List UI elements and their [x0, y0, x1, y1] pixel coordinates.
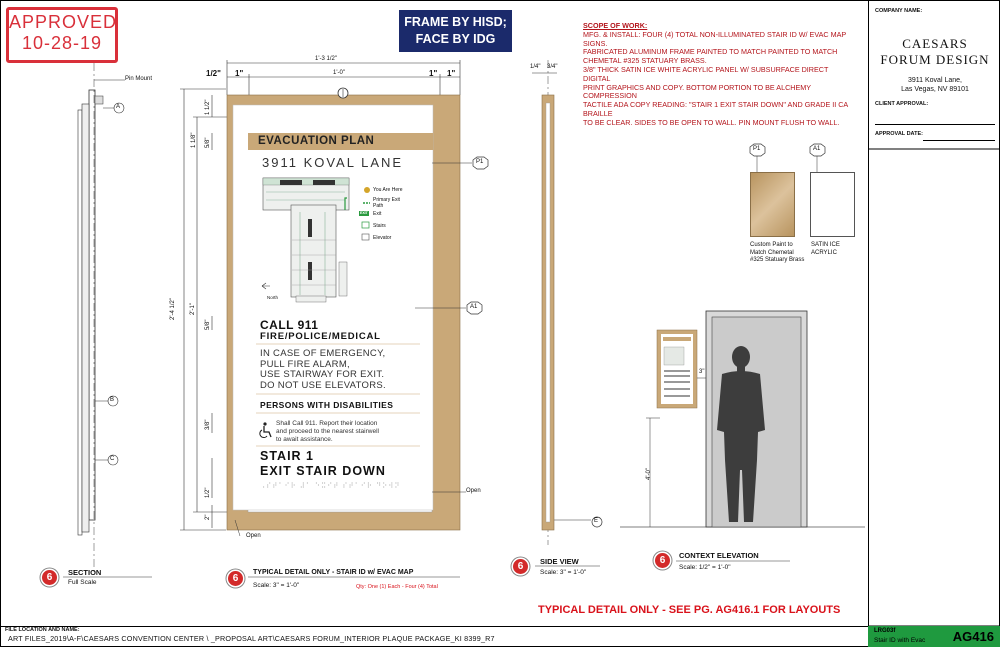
- swatch-p1: [750, 172, 795, 237]
- emergency-line: PULL FIRE ALARM,: [260, 358, 350, 370]
- dim-one-right: 1": [429, 69, 438, 78]
- dim-3-8: 3/8": [205, 419, 211, 430]
- typical-view-title: TYPICAL DETAIL ONLY - STAIR ID w/ EVAC MAP: [253, 569, 414, 576]
- scope-line: TACTILE ADA COPY READING: "STAIR 1 EXIT STAIR DOWN" AND GRADE II CA BRAILLE: [583, 100, 848, 118]
- side-view: [532, 60, 557, 545]
- sign-call-911: CALL 911: [260, 318, 319, 332]
- company-label: COMPANY NAME:: [875, 8, 923, 14]
- disab-line: to await assistance.: [276, 436, 333, 443]
- company-line1: CAESARS: [902, 36, 968, 51]
- frame-note-line2: FACE BY IDG: [415, 32, 496, 46]
- swatch-a1-caption: [811, 242, 840, 257]
- dim-1-1-2: 1 1/2": [205, 99, 211, 115]
- dim-ctx-3: 3": [699, 369, 705, 375]
- sheet-number: AG416: [952, 629, 994, 644]
- callout-b: B: [110, 397, 115, 403]
- context-view-badge: 6: [655, 553, 670, 568]
- scope-line: 3/8" THICK SATIN ICE WHITE ACRYLIC PANEL W/ SUBSURFACE DIRECT DIGITAL: [583, 64, 829, 83]
- disab-line: Shall Call 911. Report their location: [276, 420, 378, 427]
- emergency-line: DO NOT USE ELEVATORS.: [260, 379, 386, 391]
- legend-stairs: Stairs: [373, 223, 386, 229]
- a1-caption-line: SATIN ICE: [811, 242, 840, 248]
- callout-a1: A1: [470, 304, 478, 310]
- typical-view-badge: 6: [228, 571, 243, 586]
- callout-p1: P1: [476, 159, 484, 165]
- context-view-scale: Scale: 1/2" = 1'-0": [679, 564, 731, 571]
- stamp-line1: APPROVED: [9, 12, 118, 32]
- scope-line: TO BE CLEAR. SIDES TO BE OPEN TO WALL. PIN MOUNT FLUSH TO WALL.: [583, 117, 840, 127]
- sign-address: 3911 KOVAL LANE: [262, 155, 404, 170]
- context-view-title: CONTEXT ELEVATION: [679, 551, 759, 560]
- sign-disabilities: PERSONS WITH DISABILITIES: [260, 400, 394, 410]
- address-line2: Las Vegas, NV 89101: [901, 86, 969, 93]
- dim-5-8a: 5/8": [205, 137, 211, 148]
- dim-side-1-4: 1/4": [530, 64, 541, 70]
- company-line2: FORUM DESIGN: [880, 52, 990, 67]
- legend-primary-exit: Primary Exit Path: [373, 197, 400, 209]
- address-line1: 3911 Koval Lane,: [908, 77, 962, 84]
- dim-1-2: 1/2": [205, 487, 211, 498]
- side-view-badge: 6: [513, 559, 528, 574]
- open-label-bottom: Open: [246, 533, 261, 539]
- scope-line: CHEMETAL #325 STATUARY BRASS.: [583, 56, 707, 66]
- scope-line: FABRICATED ALUMINUM FRAME PAINTED TO MATCH PAINTED TO MATCH: [583, 47, 838, 57]
- swatch-p1-tag: P1: [753, 146, 761, 152]
- approval-date-label: APPROVAL DATE:: [875, 131, 923, 137]
- pin-mount-label: Pin Mount: [125, 76, 153, 82]
- a1-caption-line: ACRYLIC: [811, 249, 837, 256]
- scope-header: SCOPE OF WORK:: [583, 21, 648, 30]
- sheet-code-box: [868, 626, 1000, 647]
- company-address: [869, 76, 1000, 94]
- sign-emergency-text: [260, 349, 386, 391]
- sign-disabilities-text: [276, 420, 379, 444]
- dim-left-overall: 2'-4 1/2": [170, 298, 176, 320]
- callout-c: C: [110, 456, 115, 462]
- client-approval-label: CLIENT APPROVAL:: [875, 101, 929, 107]
- section-view: [78, 63, 124, 575]
- dim-one-right2: 1": [447, 69, 456, 78]
- dim-half-left: 1/2": [206, 69, 221, 78]
- section-view-title: SECTION: [68, 568, 102, 577]
- sign-header: EVACUATION PLAN: [258, 135, 375, 147]
- frame-note-box: [399, 10, 512, 52]
- typical-view-qty: Qty: One (1) Each - Four (4) Total: [356, 584, 438, 590]
- dim-top-inner: 1'-0": [333, 70, 345, 76]
- section-view-badge: 6: [42, 570, 57, 585]
- stamp-date: 10-28-19: [21, 33, 103, 53]
- company-name: [869, 36, 1000, 68]
- sign-braille: ⠠⠎⠞⠁⠊⠗ ⠼⠁ ⠑⠭⠊⠞ ⠎⠞⠁⠊⠗ ⠙⠕⠺⠝: [260, 483, 401, 490]
- sheet-code: LRG03f: [874, 628, 896, 634]
- dim-side-3-4: 3/4": [547, 64, 558, 70]
- file-location-label: FILE LOCATION AND NAME:: [5, 627, 80, 633]
- swatch-a1: [810, 172, 855, 237]
- open-label-right: Open: [466, 488, 481, 494]
- frame-note-line1: FRAME BY HISD;: [404, 15, 507, 29]
- sign-exit-stair: EXIT STAIR DOWN: [260, 464, 386, 478]
- legend-exit: Exit: [373, 211, 382, 217]
- p1-caption-line: Match Chemetal: [750, 249, 794, 256]
- emergency-line: USE STAIRWAY FOR EXIT.: [260, 369, 385, 380]
- scope-of-work: [583, 22, 853, 128]
- dim-ctx-4-0: 4'-0": [646, 468, 652, 480]
- section-view-scale: Full Scale: [68, 579, 97, 586]
- callout-e: E: [594, 518, 599, 524]
- scope-line: MFG. & INSTALL: FOUR (4) TOTAL NON-ILLUMINATED STAIR ID W/ EVAC MAP SIGNS.: [583, 29, 847, 48]
- swatch-a1-tag: A1: [813, 146, 821, 152]
- p1-caption-line: #325 Statuary Brass: [750, 257, 805, 263]
- dim-top-overall: 1'-3 1/2": [315, 56, 337, 62]
- sign-stair: STAIR 1: [260, 449, 314, 463]
- dim-1-1-8: 1 1/8": [191, 132, 197, 148]
- legend-elevator: Elevator: [373, 235, 392, 241]
- disab-line: and proceed to the nearest stairwell: [276, 428, 379, 435]
- sheet-description: Stair ID with Evac: [874, 637, 926, 644]
- typical-view-scale: Scale: 3" = 1'-0": [253, 582, 300, 589]
- typical-detail-note: TYPICAL DETAIL ONLY - SEE PG. AG416.1 FOR LAYOUTS: [538, 604, 841, 616]
- p1-caption-line: Custom Paint to: [750, 242, 793, 248]
- approved-stamp: [6, 7, 118, 63]
- dim-2: 2": [205, 514, 211, 520]
- approval-date-line: [923, 140, 995, 141]
- dim-5-8b: 5/8": [205, 319, 211, 330]
- side-view-title: SIDE VIEW: [540, 557, 579, 566]
- legend-exit-tag: EXIT: [360, 211, 368, 215]
- emergency-line: IN CASE OF EMERGENCY,: [260, 348, 386, 359]
- side-view-scale: Scale: 3" = 1'-0": [540, 569, 587, 576]
- scope-line: PRINT GRAPHICS AND COPY. BOTTOM PORTION TO BE ALCHEMY COMPRESSION: [583, 82, 811, 101]
- file-location-path: ART FILES_2019\A-F\CAESARS CONVENTION CENTER \ _PROPOSAL ART\CAESARS FORUM_INTERIOR PLAQUE PACKAGE_KI 8399_R7: [8, 634, 495, 643]
- title-block: [868, 0, 1000, 647]
- sign-call-sub: FIRE/POLICE/MEDICAL: [260, 331, 381, 342]
- dim-left-inner: 2'-1": [190, 303, 196, 315]
- dim-one-left: 1": [235, 69, 244, 78]
- north-label: North: [267, 295, 279, 300]
- client-approval-line: [875, 124, 995, 125]
- callout-a: A: [116, 104, 121, 110]
- swatch-p1-caption: [750, 242, 804, 265]
- legend-you-are-here: You Are Here: [373, 187, 403, 193]
- context-elevation: [620, 311, 865, 527]
